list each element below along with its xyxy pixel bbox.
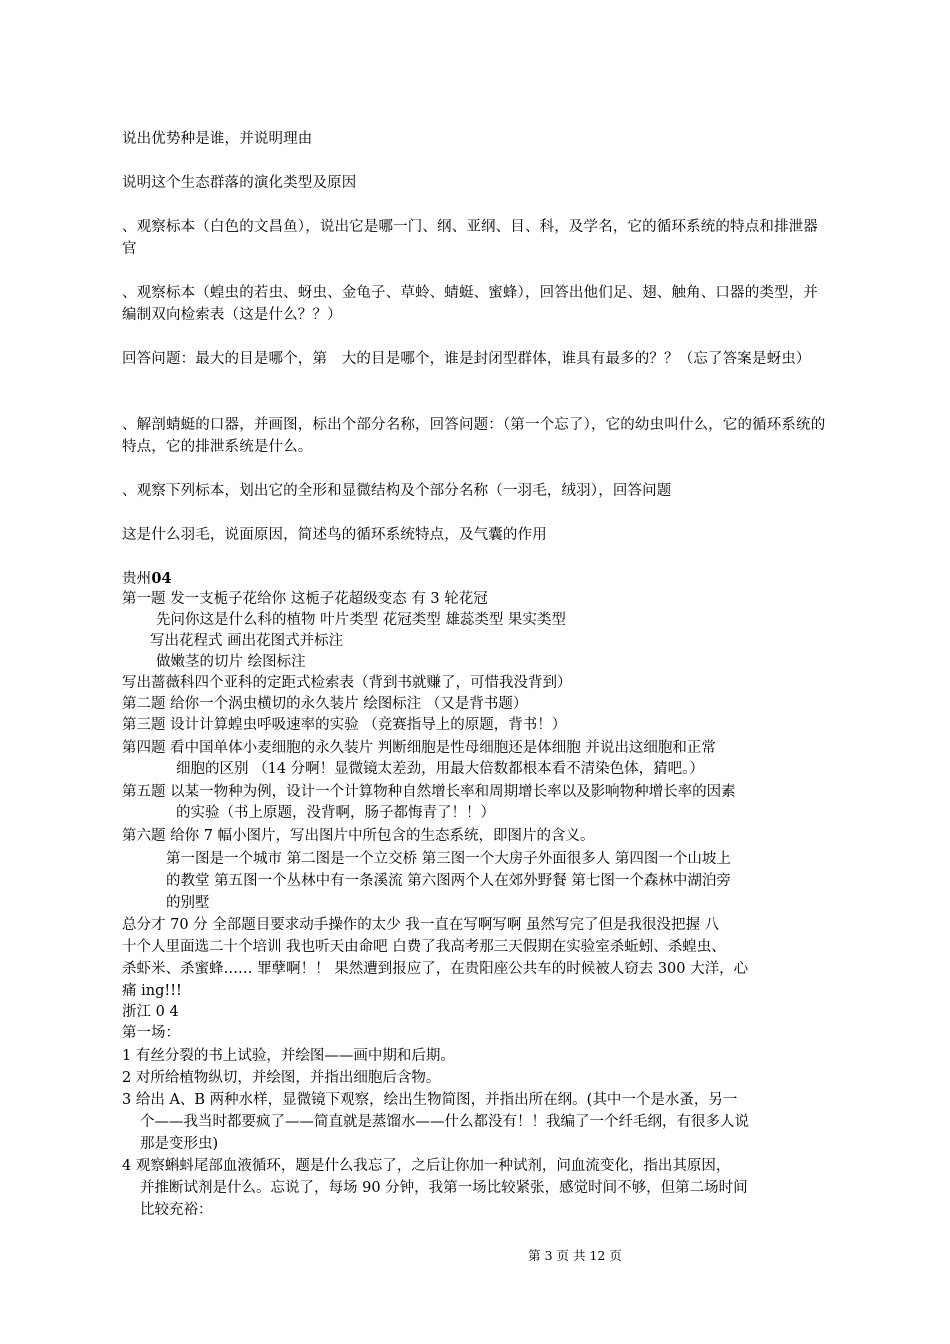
paragraph-questions: 回答问题：最大的目是哪个，第 大的目是哪个，谁是封闭型群体，谁具有最多的？？（忘了答案是蚜虫） bbox=[122, 351, 811, 367]
guizhou-heading-text: 贵州 bbox=[122, 571, 152, 587]
paragraph-bird-circulation: 这是什么羽毛，说面原因，简述鸟的循环系统特点，及气囊的作用 bbox=[122, 527, 547, 543]
guizhou-line: 写出蔷薇科四个亚科的定距式检索表（背到书就赚了，可惜我没背到） bbox=[122, 675, 572, 691]
guizhou-line: 第五题 以某一物种为例，设计一个计算物种自然增长率和周期增长率以及影响物种增长率的因素 bbox=[122, 784, 736, 800]
guizhou-line: 第六题 给你 7 幅小图片，写出图片中所包含的生态系统，即图片的含义。 bbox=[122, 828, 595, 844]
guizhou-line: 第一题 发一支栀子花给你 这栀子花超级变态 有 3 轮花冠 bbox=[122, 591, 488, 607]
guizhou-line: 第一图是一个城市 第二图是一个立交桥 第三图一个大房子外面很多人 第四图一个山坡上 bbox=[166, 851, 731, 867]
paragraph-dominant-species: 说出优势种是谁，并说明理由 bbox=[122, 131, 313, 147]
paragraph-succession: 说明这个生态群落的演化类型及原因 bbox=[122, 175, 357, 191]
guizhou-line: 杀虾米、杀蜜蜂…… 罪孽啊！！ 果然遭到报应了，在贵阳座公共车的时候被人窃去 300 大洋，心 bbox=[122, 961, 749, 977]
zhejiang-item: 1 有丝分裂的书上试验，并绘图——画中期和后期。 bbox=[122, 1048, 455, 1064]
guizhou-line: 细胞的区别 （14 分啊！显微镜太差劲，用最大倍数都根本看不清染色体，猜吧。） bbox=[176, 761, 704, 777]
guizhou-line: 第二题 给你一个涡虫横切的永久装片 绘图标注 （又是背书题） bbox=[122, 696, 528, 712]
zhejiang-item: 比较充裕： bbox=[140, 1202, 213, 1218]
guizhou-line: 的教堂 第五图一个丛林中有一条溪流 第六图两个人在郊外野餐 第七图一个森林中湖泊旁 bbox=[166, 873, 731, 889]
guizhou-line: 总分才 70 分 全部题目要求动手操作的太少 我一直在写啊写啊 虽然写完了但是我很没把握 八 bbox=[122, 917, 720, 933]
zhejiang-item: 4 观察蝌蚪尾部血液循环，题是什么我忘了，之后让你加一种试剂，问血流变化，指出其原因， bbox=[122, 1158, 731, 1174]
paragraph-insect-specimens: 、观察标本（蝗虫的若虫、蚜虫、金龟子、草蛉、蜻蜓、蜜蜂），回答出他们足、翅、触角、口器的类型，并编制双向检索表（这是什么？？） bbox=[122, 285, 818, 323]
zhejiang-item: 那是变形虫) bbox=[140, 1136, 219, 1152]
zhejiang-item: 2 对所给植物纵切，并绘图，并指出细胞后含物。 bbox=[122, 1070, 441, 1086]
zhejiang-item: 3 给出 A、B 两种水样，显微镜下观察，绘出生物简图，并指出所在纲。(其中一个是水蚤，另一 bbox=[122, 1092, 738, 1108]
paragraph-amphioxus: 、观察标本（白色的文昌鱼），说出它是哪一门、纲、亚纲、目、科，及学名，它的循环系统的特点和排泄器官 bbox=[122, 219, 818, 257]
guizhou-heading bbox=[122, 568, 830, 590]
guizhou-line: 痛 ing!!! bbox=[122, 983, 182, 999]
guizhou-line: 第三题 设计计算蝗虫呼吸速率的实验 （竞赛指导上的原题，背书！） bbox=[122, 717, 567, 733]
guizhou-line: 十个人里面选二十个培训 我也听天由命吧 白费了我高考那三天假期在实验室杀蚯蚓、杀蝗虫、 bbox=[122, 939, 726, 955]
guizhou-heading-year: 04 bbox=[151, 570, 172, 587]
guizhou-line: 第四题 看中国单体小麦细胞的永久装片 判断细胞是性母细胞还是体细胞 并说出这细胞和正常 bbox=[122, 740, 716, 756]
guizhou-line: 做嫩茎的切片 绘图标注 bbox=[156, 654, 306, 670]
zhejiang-item: 个——我当时都要疯了——简直就是蒸馏水——什么都没有！！我编了一个纤毛纲，有很多人说 bbox=[140, 1114, 749, 1130]
guizhou-line: 的别墅 bbox=[166, 895, 210, 911]
guizhou-line: 的实验（书上原题，没背啊，肠子都悔青了！！） bbox=[176, 805, 495, 821]
page-number-footer: 第 3 页 共 12 页 bbox=[528, 1248, 622, 1263]
paragraph-feather: 、观察下列标本，划出它的全形和显微结构及个部分名称（一羽毛，绒羽），回答问题 bbox=[122, 483, 672, 499]
zhejiang-item: 并推断试剂是什么。忘说了，每场 90 分钟，我第一场比较紧张，感觉时间不够，但第二场时间 bbox=[140, 1180, 748, 1196]
zhejiang-heading: 浙江 0 4 bbox=[122, 1004, 179, 1020]
guizhou-line: 写出花程式 画出花图式并标注 bbox=[150, 633, 344, 649]
guizhou-line: 先问你这是什么科的植物 叶片类型 花冠类型 雄蕊类型 果实类型 bbox=[156, 612, 566, 628]
zhejiang-session: 第一场： bbox=[122, 1025, 180, 1041]
paragraph-dragonfly: 、解剖蜻蜓的口器，并画图，标出个部分名称，回答问题：（第一个忘了），它的幼虫叫什么，它的循环系统的特点，它的排泄系统是什么。 bbox=[122, 417, 826, 455]
